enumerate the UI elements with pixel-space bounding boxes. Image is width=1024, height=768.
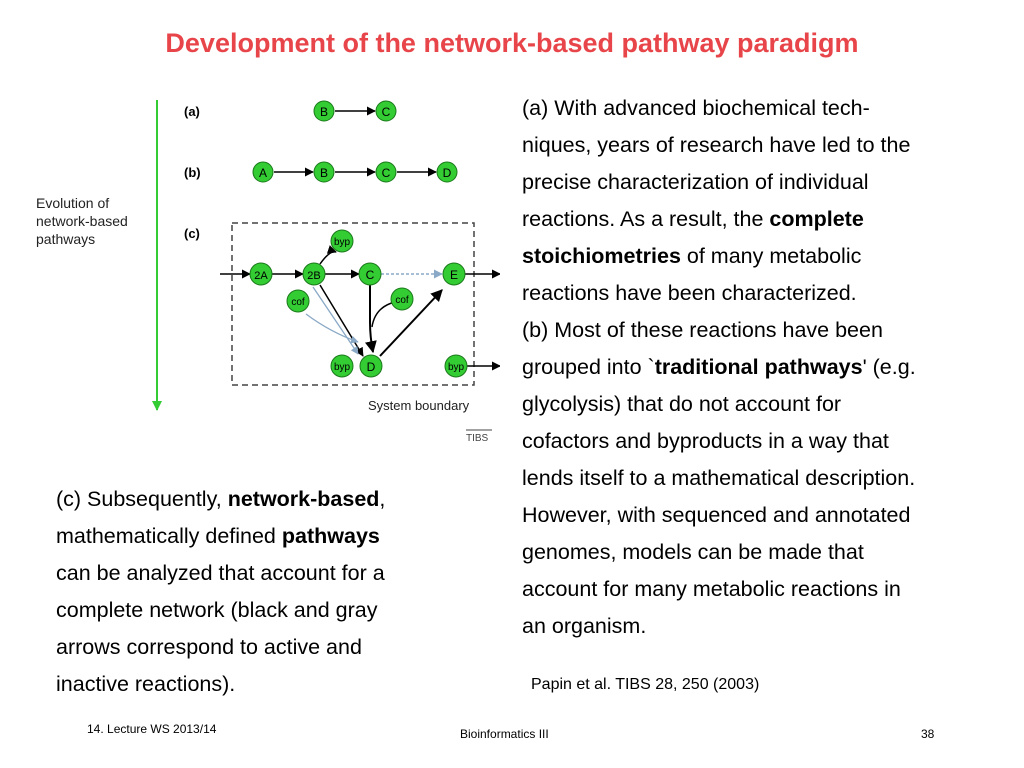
footer-course: Bioinformatics III bbox=[460, 727, 549, 741]
svg-text:D: D bbox=[442, 166, 452, 180]
left-paragraph: (c) Subsequently, network-based, mathematically defined pathways can be analyzed that account for a complete network (black and gray arrows correspond to active and inactive reactions). bbox=[56, 487, 386, 696]
evolution-label-line1: Evolution of bbox=[36, 195, 110, 211]
svg-text:cof: cof bbox=[291, 297, 305, 308]
node-b-C bbox=[376, 162, 396, 182]
svg-text:2A: 2A bbox=[254, 270, 268, 282]
svg-text:B: B bbox=[319, 166, 329, 180]
footer-page-number: 38 bbox=[921, 727, 935, 741]
svg-text:D: D bbox=[366, 360, 376, 374]
citation: Papin et al. TIBS 28, 250 (2003) bbox=[531, 676, 760, 693]
node-b-A bbox=[253, 162, 273, 182]
footer-lecture: 14. Lecture WS 2013/14 bbox=[87, 722, 217, 736]
node-c-byp-d bbox=[331, 355, 353, 377]
node-c-byp-top bbox=[331, 230, 353, 252]
node-b-D bbox=[437, 162, 457, 182]
svg-text:E: E bbox=[449, 268, 459, 282]
panel-label-b: (b) bbox=[184, 165, 201, 180]
right-paragraph: (a) With advanced biochemical tech- niques, years of research have led to the precise characterization of individual reactions. As a result, the complete stoichiometries of many metabolic reactions have been characterized. (b) Most of these reactions have been grouped into `traditional pathways' (e.g. glycolysis) that do not account for cofactors and byproducts in a way that lends itself to a mathematical description. However, with sequenced and annotated genomes, models can be made that account for many metabolic reactions in an organism. bbox=[522, 96, 916, 638]
node-c-C bbox=[359, 263, 381, 285]
svg-text:2B: 2B bbox=[307, 270, 321, 282]
node-c-D bbox=[360, 355, 382, 377]
svg-text:A: A bbox=[258, 166, 268, 180]
node-a-C bbox=[376, 101, 396, 121]
node-a-B bbox=[314, 101, 334, 121]
svg-text:byp: byp bbox=[333, 237, 351, 248]
svg-text:byp: byp bbox=[447, 362, 465, 373]
node-c-2A bbox=[250, 263, 272, 285]
svg-text:C: C bbox=[365, 268, 375, 282]
system-boundary-box bbox=[232, 223, 474, 385]
source-tag: TIBS bbox=[466, 433, 489, 444]
svg-text:C: C bbox=[381, 105, 391, 119]
node-c-cof-left bbox=[287, 290, 309, 312]
node-c-cof-right bbox=[391, 288, 413, 310]
svg-text:C: C bbox=[381, 166, 391, 180]
svg-text:B: B bbox=[319, 105, 329, 119]
evolution-label-line2: network-based bbox=[36, 213, 128, 229]
panel-label-c: (c) bbox=[184, 226, 200, 241]
evolution-label-line3: pathways bbox=[36, 231, 96, 247]
node-c-E bbox=[443, 263, 465, 285]
system-boundary-label: System boundary bbox=[368, 398, 470, 413]
node-b-B bbox=[314, 162, 334, 182]
pathway-evolution-figure bbox=[30, 92, 500, 452]
svg-text:byp: byp bbox=[333, 362, 351, 373]
panel-label-a: (a) bbox=[184, 104, 200, 119]
svg-text:cof: cof bbox=[395, 295, 409, 306]
node-c-byp-right bbox=[445, 355, 467, 377]
node-c-2B bbox=[303, 263, 325, 285]
slide-title: Development of the network-based pathway paradigm bbox=[165, 28, 859, 58]
